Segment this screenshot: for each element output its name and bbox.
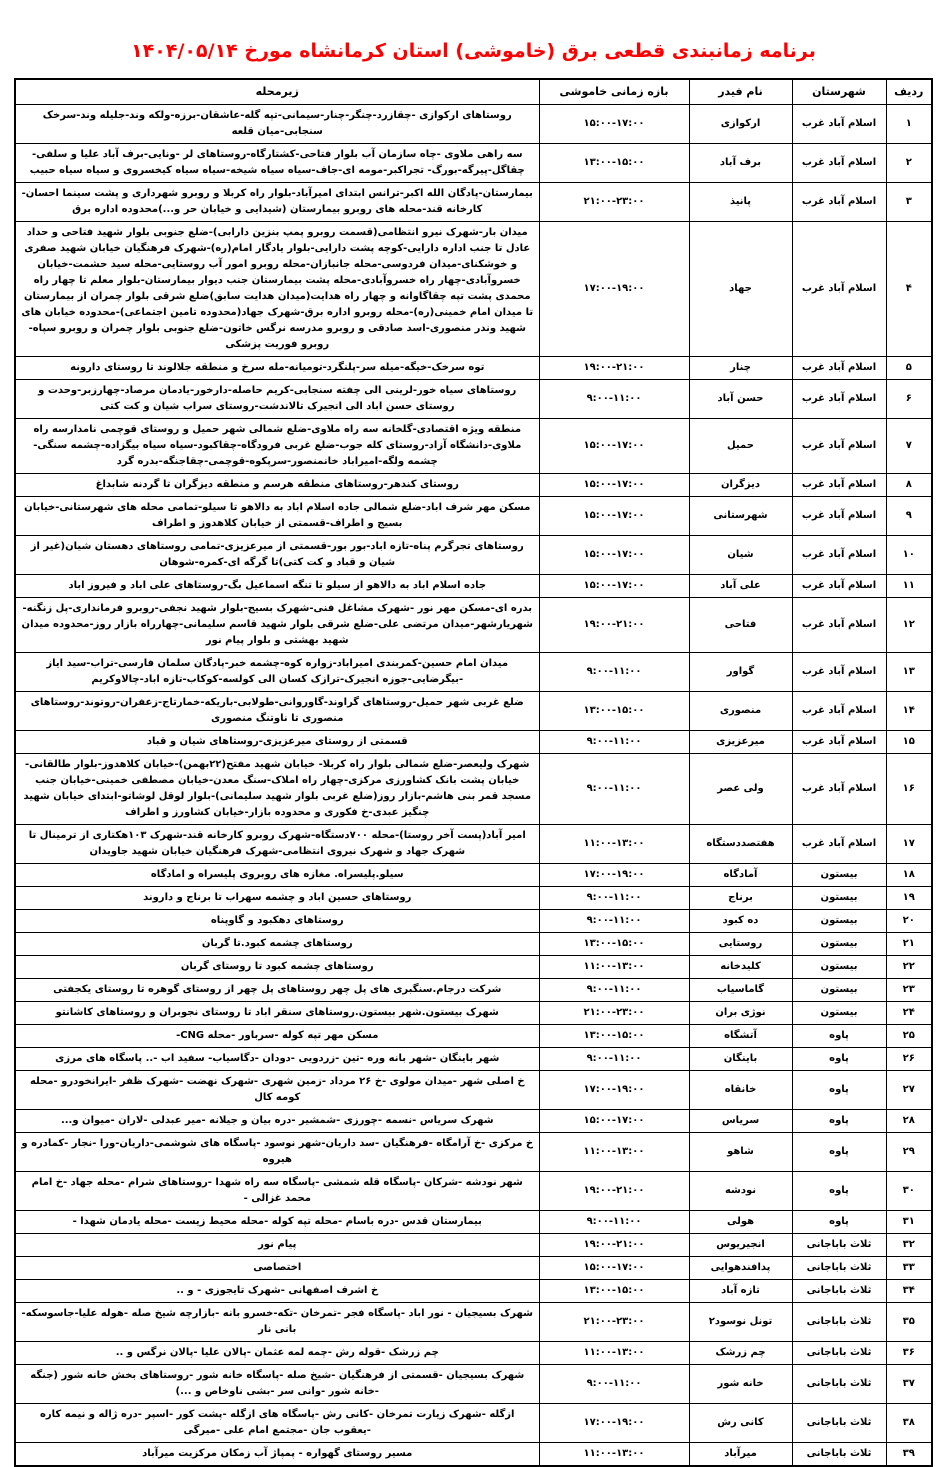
cell-outage-time: ۱۷:۰۰-۱۹:۰۰	[539, 222, 689, 357]
cell-county: ثلاث باباجانی	[792, 1257, 886, 1280]
cell-county: بیستون	[792, 1002, 886, 1025]
cell-county: پاوه	[792, 1025, 886, 1048]
cell-sub-neighborhood: روستای کندهر-روستاهای منطقه هرسم و منطقه دیزگران تا گردنه شابداغ	[15, 474, 539, 497]
cell-row-number: ۳۳	[886, 1257, 932, 1280]
cell-county: اسلام آباد غرب	[792, 357, 886, 380]
table-row	[15, 754, 932, 825]
cell-row-number: ۲۷	[886, 1071, 932, 1110]
cell-row-number: ۲۶	[886, 1048, 932, 1071]
cell-row-number: ۲۰	[886, 910, 932, 933]
cell-sub-neighborhood: چم زرشک -قوله رش -چمه لمه عثمان -پالان علیا -پالان نرگس و ..	[15, 1342, 539, 1365]
cell-row-number: ۱۶	[886, 754, 932, 825]
table-row	[15, 380, 932, 419]
cell-feeder: شیان	[689, 536, 792, 575]
cell-sub-neighborhood: روستاهای چشمه کبود.تا گربان	[15, 933, 539, 956]
cell-feeder: تازه آباد	[689, 1280, 792, 1303]
cell-sub-neighborhood: شهرک سریاس -نسمه -چورزی -شمشیر -دره بیان و جیلانه -میر عبدلی -لاران -میوان و...	[15, 1110, 539, 1133]
cell-outage-time: ۹:۰۰-۱۱:۰۰	[539, 754, 689, 825]
table-row	[15, 933, 932, 956]
cell-row-number: ۶	[886, 380, 932, 419]
cell-outage-time: ۲۱:۰۰-۲۳:۰۰	[539, 183, 689, 222]
cell-sub-neighborhood: میدان امام حسین-کمربندی امیراباد-زواره کوه-چشمه خبر-پادگان سلمان فارسی-تراب-سید ایاز -بیگرضایی-جوزه انجیرک-ترازک کسان الی کولسه-کوکاب-تازه اباد-چالاوکریم	[15, 653, 539, 692]
cell-feeder: سریاس	[689, 1110, 792, 1133]
header-county: شهرستان	[792, 79, 886, 105]
cell-feeder: تونل نوسود۲	[689, 1303, 792, 1342]
table-row	[15, 474, 932, 497]
cell-outage-time: ۹:۰۰-۱۱:۰۰	[539, 1048, 689, 1071]
cell-feeder: خانه شور	[689, 1365, 792, 1404]
table-row	[15, 1303, 932, 1342]
cell-row-number: ۱۸	[886, 864, 932, 887]
cell-feeder: هفتصددستگاه	[689, 825, 792, 864]
cell-sub-neighborhood: اختصاصی	[15, 1257, 539, 1280]
cell-row-number: ۲	[886, 144, 932, 183]
cell-row-number: ۱۲	[886, 598, 932, 653]
table-row	[15, 653, 932, 692]
cell-county: پاوه	[792, 1133, 886, 1172]
cell-outage-time: ۹:۰۰-۱۱:۰۰	[539, 380, 689, 419]
cell-row-number: ۴	[886, 222, 932, 357]
cell-sub-neighborhood: مسکن مهر تپه کوله -سرباور -محله CNG-	[15, 1025, 539, 1048]
table-row	[15, 910, 932, 933]
cell-row-number: ۸	[886, 474, 932, 497]
cell-county: بیستون	[792, 887, 886, 910]
cell-row-number: ۱۷	[886, 825, 932, 864]
header-row-number: ردیف	[886, 79, 932, 105]
table-row	[15, 979, 932, 1002]
table-row	[15, 887, 932, 910]
header-feeder: نام فیدر	[689, 79, 792, 105]
cell-feeder: دیزگران	[689, 474, 792, 497]
table-row	[15, 1234, 932, 1257]
cell-row-number: ۳۵	[886, 1303, 932, 1342]
cell-row-number: ۳۱	[886, 1211, 932, 1234]
cell-sub-neighborhood: شرکت درجام.سنگبری های پل چهر روستاهای پل چهر از روستای گوهره تا روستای یکجفتی	[15, 979, 539, 1002]
cell-row-number: ۳۷	[886, 1365, 932, 1404]
table-row	[15, 144, 932, 183]
cell-feeder: نودشه	[689, 1172, 792, 1211]
cell-row-number: ۱۹	[886, 887, 932, 910]
cell-sub-neighborhood: سیلو.پلیسراه. مغازه های روبروی پلیسراه و امادگاه	[15, 864, 539, 887]
cell-county: پاوه	[792, 1172, 886, 1211]
cell-county: بیستون	[792, 910, 886, 933]
cell-row-number: ۳۸	[886, 1404, 932, 1443]
cell-outage-time: ۱۱:۰۰-۱۳:۰۰	[539, 1443, 689, 1467]
cell-county: اسلام آباد غرب	[792, 598, 886, 653]
cell-county: اسلام آباد غرب	[792, 183, 886, 222]
cell-outage-time: ۱۵:۰۰-۱۷:۰۰	[539, 1110, 689, 1133]
cell-sub-neighborhood: جاده اسلام اباد به دالاهو از سیلو تا تنگه اسماعیل بگ-روستاهای علی اباد و فیروز اباد	[15, 575, 539, 598]
table-row	[15, 105, 932, 144]
table-row	[15, 864, 932, 887]
cell-row-number: ۲۱	[886, 933, 932, 956]
cell-row-number: ۷	[886, 419, 932, 474]
cell-sub-neighborhood: سه راهی ملاوی -چاه سازمان آب بلوار فتاحی-کشتارگاه-روستاهای لر -ونایی-برف آباد علیا و سلفی-چقاگل-پیرگه-بورگ- تجراکبر-مومه ای-جاف-سیاه سیاه شیخه-سیاه سیاه کیخسروی و سیاه سیاه حبیب	[15, 144, 539, 183]
cell-county: ثلاث باباجانی	[792, 1365, 886, 1404]
cell-sub-neighborhood: شهرک ولیعصر-ضلع شمالی بلوار راه کربلا- خیابان شهید مفتح(۲۲بهمن)-خیابان کلاهدوز-بلوار طالقانی-خیابان پشت بانک کشاورزی مرکزی-چهار راه املاک-سنگ معدن-خیابان مصطفی خمینی-خیابان جنب مسجد قمر بنی هاشم-بازار روز(ضلع غربی بلوار شهید سلیمانی)-بلوار لوقل لوشاتو-ابتدای خیابان شهید چنگیز عبدی-خ فکوری و محدوده بازار-خیابان کشاورز و اطراف	[15, 754, 539, 825]
cell-sub-neighborhood: منطقه ویژه اقتصادی-گلخانه سه راه ملاوی-ضلع شمالی شهر حمیل و روستای قوچمی نامدارسه راه ملاوی-دانشگاه آزاد-روستای کله جوب-ضلع غربی فرودگاه-چقاکبود-سیاه سیاه بیگزاده-چشمه سنگی-چشمه ولگه-امیراباد خانمنصور-سرپکوه-قوچمی-چقاجنگه-بدره گرد	[15, 419, 539, 474]
cell-row-number: ۳	[886, 183, 932, 222]
cell-sub-neighborhood: شهرک بسیجیان -قسمتی از فرهنگیان -شیخ صله -پاسگاه خانه شور -روستاهای بخش خانه شور (جنگه -خانه شور -وانی سر -بشی ناوخاص و ...)	[15, 1365, 539, 1404]
cell-outage-time: ۱۳:۰۰-۱۵:۰۰	[539, 144, 689, 183]
cell-outage-time: ۲۱:۰۰-۲۳:۰۰	[539, 1303, 689, 1342]
cell-sub-neighborhood: روستاهای حسین اباد و چشمه سهراب تا برناج و داروند	[15, 887, 539, 910]
cell-outage-time: ۹:۰۰-۱۱:۰۰	[539, 653, 689, 692]
cell-row-number: ۳۹	[886, 1443, 932, 1467]
cell-outage-time: ۱۵:۰۰-۱۷:۰۰	[539, 419, 689, 474]
table-row	[15, 357, 932, 380]
cell-county: ثلاث باباجانی	[792, 1404, 886, 1443]
cell-feeder: میرآباد	[689, 1443, 792, 1467]
cell-outage-time: ۹:۰۰-۱۱:۰۰	[539, 1365, 689, 1404]
cell-county: اسلام آباد غرب	[792, 754, 886, 825]
cell-county: پاوه	[792, 1048, 886, 1071]
cell-outage-time: ۱۷:۰۰-۱۹:۰۰	[539, 864, 689, 887]
cell-sub-neighborhood: ضلع غربی شهر حمیل-روستاهای گراوند-گاوروانی-طولابی-باریکه-خمارتاج-زعفران-روتوند-روستاهای منصوری تا ناوتنگ منصوری	[15, 692, 539, 731]
header-sub-neighborhood: زیرمحله	[15, 79, 539, 105]
table-row	[15, 1257, 932, 1280]
table-row	[15, 222, 932, 357]
cell-feeder: شهرستانی	[689, 497, 792, 536]
cell-feeder: چم زرشک	[689, 1342, 792, 1365]
table-row	[15, 1443, 932, 1467]
cell-outage-time: ۲۱:۰۰-۲۳:۰۰	[539, 1002, 689, 1025]
table-row	[15, 1133, 932, 1172]
table-row	[15, 956, 932, 979]
cell-feeder: روستایی	[689, 933, 792, 956]
cell-outage-time: ۱۹:۰۰-۲۱:۰۰	[539, 1234, 689, 1257]
cell-row-number: ۱۱	[886, 575, 932, 598]
cell-feeder: کانی رش	[689, 1404, 792, 1443]
cell-outage-time: ۹:۰۰-۱۱:۰۰	[539, 910, 689, 933]
cell-sub-neighborhood: خ اشرف اصفهانی -شهرک تایجوزی - و ..	[15, 1280, 539, 1303]
cell-row-number: ۳۴	[886, 1280, 932, 1303]
table-row	[15, 1365, 932, 1404]
cell-row-number: ۲۳	[886, 979, 932, 1002]
cell-feeder: خانقاه	[689, 1071, 792, 1110]
cell-outage-time: ۱۹:۰۰-۲۱:۰۰	[539, 357, 689, 380]
cell-row-number: ۵	[886, 357, 932, 380]
table-row	[15, 1404, 932, 1443]
cell-row-number: ۲۸	[886, 1110, 932, 1133]
cell-county: اسلام آباد غرب	[792, 105, 886, 144]
cell-outage-time: ۱۱:۰۰-۱۳:۰۰	[539, 825, 689, 864]
cell-outage-time: ۱۹:۰۰-۲۱:۰۰	[539, 598, 689, 653]
cell-county: بیستون	[792, 864, 886, 887]
cell-county: بیستون	[792, 933, 886, 956]
cell-outage-time: ۱۷:۰۰-۱۹:۰۰	[539, 1404, 689, 1443]
table-row	[15, 575, 932, 598]
cell-county: اسلام آباد غرب	[792, 536, 886, 575]
cell-county: ثلاث باباجانی	[792, 1280, 886, 1303]
cell-feeder: گاماسیاب	[689, 979, 792, 1002]
cell-row-number: ۱۰	[886, 536, 932, 575]
cell-feeder: آتشگاه	[689, 1025, 792, 1048]
cell-sub-neighborhood: پیام نور	[15, 1234, 539, 1257]
cell-sub-neighborhood: خ مرکزی -خ آرامگاه -فرهنگیان -سد داریان-شهر نوسود -پاسگاه های شوشمی-داریان-ورا -نجار -کمادره و هیروه	[15, 1133, 539, 1172]
table-row	[15, 419, 932, 474]
cell-sub-neighborhood: شهر باینگان -شهر بانه وره -تین -زردویی -دودان -دگاسیاب- سفید اب -.. پاسگاه های مرزی	[15, 1048, 539, 1071]
cell-feeder: ولی عصر	[689, 754, 792, 825]
cell-outage-time: ۱۳:۰۰-۱۵:۰۰	[539, 1280, 689, 1303]
cell-row-number: ۳۰	[886, 1172, 932, 1211]
cell-sub-neighborhood: شهر نودشه -شرکان -پاسگاه قله شمشی -پاسگاه سه راه شهدا -روستاهای شرام -محله جهاد -خ امام محمد غزالی -	[15, 1172, 539, 1211]
table-row	[15, 1002, 932, 1025]
cell-outage-time: ۹:۰۰-۱۱:۰۰	[539, 887, 689, 910]
cell-county: اسلام آباد غرب	[792, 497, 886, 536]
cell-sub-neighborhood: توه سرخک-خیگه-میله سر-پلنگرد-تومیانه-مله سرخ و منطقه جلالوند تا روستای دارونه	[15, 357, 539, 380]
cell-county: ثلاث باباجانی	[792, 1342, 886, 1365]
cell-outage-time: ۹:۰۰-۱۱:۰۰	[539, 1211, 689, 1234]
cell-outage-time: ۹:۰۰-۱۱:۰۰	[539, 731, 689, 754]
table-row	[15, 497, 932, 536]
cell-county: پاوه	[792, 1071, 886, 1110]
cell-feeder: پانیذ	[689, 183, 792, 222]
cell-outage-time: ۱۵:۰۰-۱۷:۰۰	[539, 105, 689, 144]
cell-county: اسلام آباد غرب	[792, 653, 886, 692]
table-row	[15, 1110, 932, 1133]
cell-county: اسلام آباد غرب	[792, 144, 886, 183]
table-row	[15, 183, 932, 222]
cell-outage-time: ۱۱:۰۰-۱۳:۰۰	[539, 1133, 689, 1172]
cell-sub-neighborhood: ازگله -شهرک زیارت تمرخان -کانی رش -پاسگاه های ازگله -پشت کور -اسپر -دره ژاله و نیمه کاره -یعقوب جان -مجتمع امام علی -میرگی	[15, 1404, 539, 1443]
cell-feeder: میرعزیزی	[689, 731, 792, 754]
cell-sub-neighborhood: شهرک بسیجیان - نور اباد -پاسگاه فجر -تمرخان -تکه-خسرو بانه -بازارچه شیخ صله -هوله علیا-جاسوسکه-بانی نار	[15, 1303, 539, 1342]
cell-outage-time: ۱۵:۰۰-۱۷:۰۰	[539, 474, 689, 497]
cell-feeder: آمادگاه	[689, 864, 792, 887]
cell-row-number: ۲۴	[886, 1002, 932, 1025]
page-title: برنامه زمانبندی قطعی برق (خاموشی) استان کرمانشاه مورخ ۱۴۰۴/۰۵/۱۴	[131, 40, 816, 62]
cell-feeder: منصوری	[689, 692, 792, 731]
cell-county: اسلام آباد غرب	[792, 731, 886, 754]
table-row	[15, 1172, 932, 1211]
cell-sub-neighborhood: بیمارستان قدس -دره باسام -محله تپه کوله -محله محیط زیست -محله یادمان شهدا -	[15, 1211, 539, 1234]
cell-row-number: ۲۲	[886, 956, 932, 979]
cell-feeder: ارکوازی	[689, 105, 792, 144]
cell-sub-neighborhood: بیمارستان-پادگان الله اکبر-ترانس ابتدای امیرآباد-بلوار راه کربلا و روبرو شهرداری و پشت سینما احسان-کارخانه قند-محله های روبرو بیمارستان (شیدایی و خیابان حر و...)محدوده اداره برق	[15, 183, 539, 222]
cell-sub-neighborhood: میدان بار-شهرک نیرو انتظامی(قسمت روبرو پمپ بنزین دارابی)-ضلع جنوبی بلوار شهید فتاحی و حداد عادل تا جنب اداره دارایی-کوچه پشت دارایی-بلوار یادگار امام(ره)-شهرک فرهنگیان خیابان شهید صفری و خوشکنای-میدان فردوسی-محله جانبازان-محله روبرو امور آب روستایی-محله سید حشمت-خیابان خسروآبادی-چهار راه خسروآبادی-محله پشت بیمارستان جنب دیوار بیمارستان-بلوار معلم تا چهار راه محمدی پشت تپه چقاگاوانه و چهار راه هدایت(میدان هدایت سابق)ضلع شرقی بلوار چمران از بیمارستان تا میدان امام خمینی(ره)-محله روبرو اداره برق-شهرک جهاد(محدوده تامین اجتماعی)-محدوده خیابان های شهید وندر منصوری-اسد صادقی و روبرو مدرسه نرگس خاتون-ضلع جنوبی بلوار چمران و روبرو سپاه-روبرو فوریت پزشکی	[15, 222, 539, 357]
cell-sub-neighborhood: روستاهای دهکبود و گاوپناه	[15, 910, 539, 933]
table-row	[15, 1211, 932, 1234]
table-row	[15, 692, 932, 731]
cell-county: اسلام آباد غرب	[792, 380, 886, 419]
cell-sub-neighborhood: شهرک بیستون.شهر بیستون.روستاهای سنقر اباد تا روستای نجوبران و روستاهای کاشانتو	[15, 1002, 539, 1025]
table-row	[15, 1071, 932, 1110]
cell-sub-neighborhood: روستاهای ارکوازی -چقازرد-چنگر-چنار-سیمانی-تپه گله-عاشقان-برزه-ولکه وند-جلیله وند-سرخک سنجابی-میان قلعه	[15, 105, 539, 144]
cell-feeder: پدافندهوایی	[689, 1257, 792, 1280]
cell-row-number: ۱۵	[886, 731, 932, 754]
cell-sub-neighborhood: خ اصلی شهر -میدان مولوی -خ ۲۶ مرداد -زمین شهری -شهرک نهضت -شهرک ظفر -ایرانخودرو -محله کومه کال	[15, 1071, 539, 1110]
cell-outage-time: ۱۳:۰۰-۱۵:۰۰	[539, 1025, 689, 1048]
cell-row-number: ۳۲	[886, 1234, 932, 1257]
cell-sub-neighborhood: روستاهای چشمه کبود تا روستای گربان	[15, 956, 539, 979]
cell-county: اسلام آباد غرب	[792, 692, 886, 731]
cell-county: اسلام آباد غرب	[792, 575, 886, 598]
cell-feeder: نوژی بران	[689, 1002, 792, 1025]
cell-row-number: ۱	[886, 105, 932, 144]
cell-feeder: هولی	[689, 1211, 792, 1234]
table-row	[15, 1025, 932, 1048]
cell-sub-neighborhood: مسکن مهر شرف اباد-ضلع شمالی جاده اسلام اباد به دالاهو تا سیلو-تمامی محله های شهرستانی-خیابان بسیج و اطراف-قسمتی از خیابان کلاهدوز و اطراف	[15, 497, 539, 536]
cell-row-number: ۹	[886, 497, 932, 536]
cell-outage-time: ۱۳:۰۰-۱۵:۰۰	[539, 692, 689, 731]
table-row	[15, 598, 932, 653]
cell-outage-time: ۱۵:۰۰-۱۷:۰۰	[539, 536, 689, 575]
cell-sub-neighborhood: روستاهای تجرگرم پناه-تازه اباد-بور بور-قسمتی از میرعزیزی-تمامی روستاهای دهستان شیان(غیر از شیان و قباد و کت کتی)تا گرگه ای-کمره-شوهان	[15, 536, 539, 575]
table-row	[15, 536, 932, 575]
cell-feeder: علی آباد	[689, 575, 792, 598]
table-row	[15, 825, 932, 864]
cell-row-number: ۲۹	[886, 1133, 932, 1172]
cell-feeder: برناج	[689, 887, 792, 910]
cell-outage-time: ۱۳:۰۰-۱۵:۰۰	[539, 933, 689, 956]
cell-outage-time: ۱۱:۰۰-۱۳:۰۰	[539, 1342, 689, 1365]
cell-row-number: ۱۳	[886, 653, 932, 692]
cell-sub-neighborhood: مسیر روستای گهواره - پمپاژ آب زمکان مرکزیت میرآباد	[15, 1443, 539, 1467]
cell-feeder: شاهو	[689, 1133, 792, 1172]
header-outage-time: بازه زمانی خاموشی	[539, 79, 689, 105]
table-row	[15, 1342, 932, 1365]
cell-feeder: حسن آباد	[689, 380, 792, 419]
cell-sub-neighborhood: بدره ای-مسکن مهر نور -شهرک مشاغل فنی-شهرک بسیج-بلوار شهید نجفی-روبرو فرمانداری-پل زنگنه-شهریارشهر-میدان مرتضی علی-ضلع شرقی بلوار شهید قاسم سلیمانی-چهارراه بازار روز-محدوده میدان شهید بهشتی و بلوار پیام نور	[15, 598, 539, 653]
cell-county: اسلام آباد غرب	[792, 419, 886, 474]
cell-feeder: برف آباد	[689, 144, 792, 183]
cell-feeder: گواور	[689, 653, 792, 692]
cell-feeder: باینگان	[689, 1048, 792, 1071]
cell-county: ثلاث باباجانی	[792, 1234, 886, 1257]
cell-county: اسلام آباد غرب	[792, 474, 886, 497]
cell-feeder: چنار	[689, 357, 792, 380]
cell-feeder: ده کبود	[689, 910, 792, 933]
cell-outage-time: ۱۵:۰۰-۱۷:۰۰	[539, 575, 689, 598]
table-row	[15, 1048, 932, 1071]
cell-feeder: انجیریوس	[689, 1234, 792, 1257]
cell-row-number: ۳۶	[886, 1342, 932, 1365]
cell-outage-time: ۱۵:۰۰-۱۷:۰۰	[539, 1257, 689, 1280]
cell-row-number: ۱۴	[886, 692, 932, 731]
cell-county: پاوه	[792, 1110, 886, 1133]
cell-outage-time: ۱۹:۰۰-۲۱:۰۰	[539, 1172, 689, 1211]
cell-feeder: جهاد	[689, 222, 792, 357]
cell-county: بیستون	[792, 956, 886, 979]
cell-row-number: ۲۵	[886, 1025, 932, 1048]
cell-feeder: کلیدخانه	[689, 956, 792, 979]
cell-feeder: حمیل	[689, 419, 792, 474]
cell-outage-time: ۱۱:۰۰-۱۳:۰۰	[539, 956, 689, 979]
cell-county: اسلام آباد غرب	[792, 825, 886, 864]
cell-county: ثلاث باباجانی	[792, 1443, 886, 1467]
cell-county: بیستون	[792, 979, 886, 1002]
cell-county: پاوه	[792, 1211, 886, 1234]
table-header-row	[15, 79, 932, 105]
cell-sub-neighborhood: روستاهای سیاه خور-لرینی الی چفته سنجابی-کریم حاصله-دارخور-یادمان مرصاد-چهارزبر-وحدت و روستای حسن اباد الی انجیرک تالاندشت-روستای سراب شیان و کت کتی	[15, 380, 539, 419]
cell-feeder: فتاحی	[689, 598, 792, 653]
cell-sub-neighborhood: قسمتی از روستای میرعزیزی-روستاهای شیان و قباد	[15, 731, 539, 754]
cell-county: اسلام آباد غرب	[792, 222, 886, 357]
table-row	[15, 1280, 932, 1303]
outage-schedule-table	[14, 78, 933, 1467]
table-body	[15, 105, 932, 1467]
cell-outage-time: ۱۵:۰۰-۱۷:۰۰	[539, 497, 689, 536]
cell-county: ثلاث باباجانی	[792, 1303, 886, 1342]
cell-outage-time: ۹:۰۰-۱۱:۰۰	[539, 979, 689, 1002]
cell-outage-time: ۱۷:۰۰-۱۹:۰۰	[539, 1071, 689, 1110]
cell-sub-neighborhood: امیر آباد(پست آخر روستا)-محله ۷۰۰دستگاه-شهرک روبرو کارخانه قند-شهرک ۱۰۳هکتاری از ترمینال تا شهرک جهاد و شهرک نیروی انتظامی-شهرک فرهنگیان خیابان شهید جاویدان	[15, 825, 539, 864]
table-row	[15, 731, 932, 754]
